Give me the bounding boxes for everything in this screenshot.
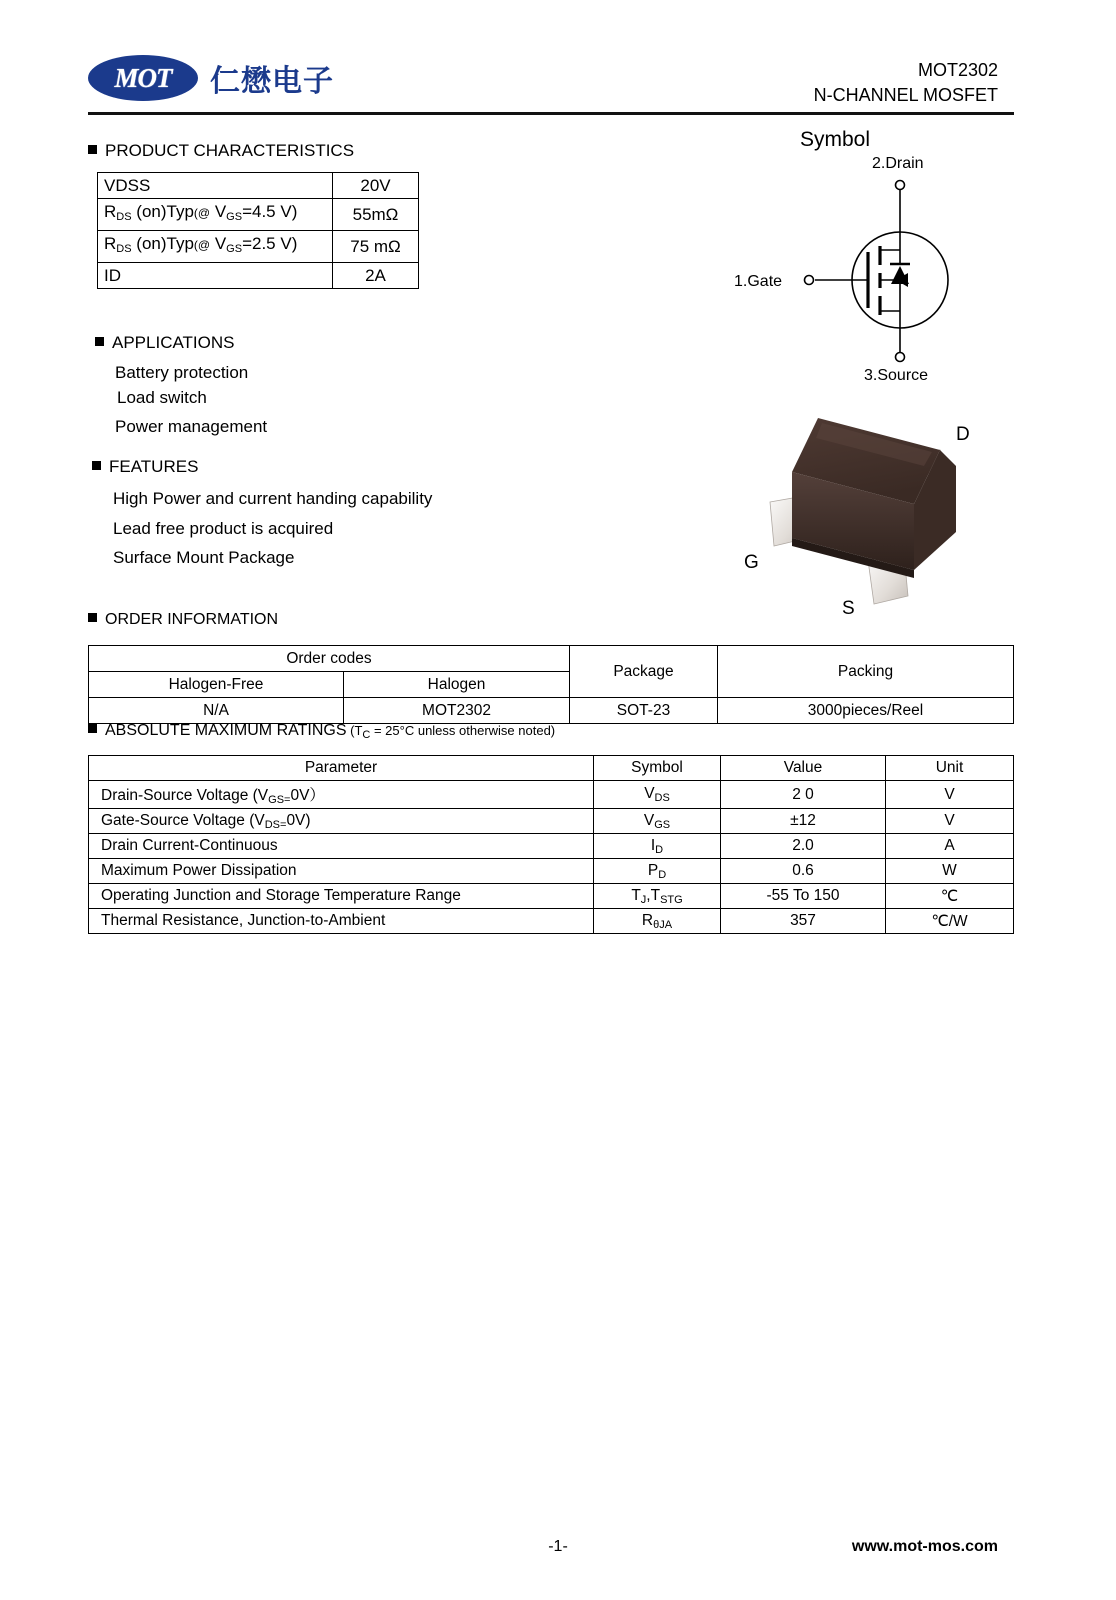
table-row xyxy=(98,263,419,289)
cell-symbol: $V_{DS}$ xyxy=(594,781,721,809)
absolute-maximum-ratings-heading: ABSOLUTE MAXIMUM RATINGS ($T_C = 25^\circ C$ unless otherwise noted) xyxy=(88,722,555,741)
logo-ellipse-icon xyxy=(88,55,198,101)
package-label-gate: G xyxy=(744,552,759,573)
cell-unit: ℃/W xyxy=(886,909,1014,934)
cell-halogen: MOT2302 xyxy=(344,698,570,724)
bullet-square-icon xyxy=(88,145,97,154)
company-logo xyxy=(88,55,334,101)
absolute-maximum-ratings-table xyxy=(88,755,1014,934)
pc-param-rds45: $R_{DS}$ (on)Typ(@ $V_{GS}=4.5$ V) xyxy=(98,199,333,231)
list-item: Lead free product is acquired xyxy=(113,519,334,538)
table-row xyxy=(89,884,1014,909)
bullet-square-icon xyxy=(88,613,97,622)
cell-parameter: Thermal Resistance, Junction-to-Ambient xyxy=(89,909,594,934)
order-group-header: Order codes xyxy=(89,646,570,672)
table-row xyxy=(98,199,419,231)
product-characteristics-heading: PRODUCT CHARACTERISTICS xyxy=(88,141,354,161)
cell-symbol: $T_J,T_{STG}$ xyxy=(594,884,721,909)
logo-wordmark: MOT xyxy=(114,62,172,93)
col-header-symbol: Symbol xyxy=(594,756,721,781)
logo-chinese-name: 仁懋电子 xyxy=(210,65,334,98)
cell-unit: W xyxy=(886,859,1014,884)
cell-symbol: $I_D$ xyxy=(594,834,721,859)
bullet-square-icon xyxy=(88,724,97,733)
pc-value-id: 2A xyxy=(333,263,419,289)
gate-terminal-circle xyxy=(805,276,814,285)
cell-parameter: Operating Junction and Storage Temperature Range xyxy=(89,884,594,909)
table-row xyxy=(89,834,1014,859)
cell-value: ±12 xyxy=(721,809,886,834)
amr-note: ($T_C = 25^\circ C$ unless otherwise noted) xyxy=(346,723,556,741)
footer-website: www.mot-mos.com xyxy=(851,1538,998,1555)
cell-unit: ℃ xyxy=(886,884,1014,909)
bullet-square-icon xyxy=(95,337,104,346)
col-header-package: Package xyxy=(570,646,718,698)
table-row xyxy=(89,909,1014,934)
pin-label-drain: 2.Drain xyxy=(872,155,924,172)
col-header-halogen: Halogen xyxy=(344,672,570,698)
header-divider xyxy=(88,112,1014,115)
pc-param-id: ID xyxy=(98,263,333,289)
features-heading: FEATURES xyxy=(92,457,198,477)
table-row xyxy=(89,859,1014,884)
table-row xyxy=(89,809,1014,834)
col-header-parameter: Parameter xyxy=(89,756,594,781)
cell-parameter: Drain-Source Voltage $(V_{GS=}0V)$ xyxy=(89,781,594,809)
order-information-heading: ORDER INFORMATION xyxy=(88,611,278,629)
col-header-packing: Packing xyxy=(718,646,1014,698)
cell-unit: V xyxy=(886,809,1014,834)
list-item: Power management xyxy=(115,417,268,436)
product-characteristics-table xyxy=(97,172,419,289)
cell-parameter: Maximum Power Dissipation xyxy=(89,859,594,884)
part-subtitle: N-CHANNEL MOSFET xyxy=(813,85,998,105)
table-row xyxy=(89,698,1014,724)
pc-param-rds25: $R_{DS}$ (on)Typ(@ $V_{GS}=2.5$ V) xyxy=(98,231,333,263)
table-row xyxy=(98,173,419,199)
applications-heading: APPLICATIONS xyxy=(95,333,235,353)
page-header xyxy=(0,0,1116,118)
bullet-square-icon xyxy=(92,461,101,470)
pin-label-gate: 1.Gate xyxy=(734,273,783,290)
list-item: High Power and current handing capability xyxy=(113,489,433,508)
pc-param-vdss: VDSS xyxy=(98,173,333,199)
pc-value-rds25: 75 mΩ xyxy=(333,231,419,263)
cell-unit: A xyxy=(886,834,1014,859)
col-header-value: Value xyxy=(721,756,886,781)
cell-value: -55 To 150 xyxy=(721,884,886,909)
pin-label-source: 3.Source xyxy=(864,367,929,384)
drain-terminal-circle xyxy=(896,181,905,190)
cell-halogen-free: N/A xyxy=(89,698,344,724)
cell-value: 2.0 xyxy=(721,834,886,859)
package-label-source: S xyxy=(842,598,855,619)
cell-value: 2 0 xyxy=(721,781,886,809)
order-information-table xyxy=(88,645,1014,724)
cell-parameter: Gate-Source Voltage $(V_{DS=}0V)$ xyxy=(89,809,594,834)
cell-value: 0.6 xyxy=(721,859,886,884)
mosfet-symbol-diagram xyxy=(700,128,1010,384)
cell-symbol: $P_D$ xyxy=(594,859,721,884)
list-item: Surface Mount Package xyxy=(113,548,295,567)
table-row xyxy=(89,781,1014,809)
pc-value-vdss: 20V xyxy=(333,173,419,199)
pc-value-rds45: 55mΩ xyxy=(333,199,419,231)
sot23-package-illustration xyxy=(718,392,1010,620)
col-header-halogen-free: Halogen-Free xyxy=(89,672,344,698)
part-number: MOT2302 xyxy=(917,60,998,80)
table-header-row xyxy=(89,756,1014,781)
cell-package: SOT-23 xyxy=(570,698,718,724)
list-item: Load switch xyxy=(117,388,207,407)
package-svg xyxy=(718,392,1010,620)
list-item: Battery protection xyxy=(115,363,249,382)
cell-parameter: Drain Current-Continuous xyxy=(89,834,594,859)
cell-symbol: $R_{\theta JA}$ xyxy=(594,909,721,934)
symbol-title: Symbol xyxy=(800,128,871,151)
header-part-info xyxy=(814,58,998,108)
table-row xyxy=(98,231,419,263)
page-number: -1- xyxy=(548,1538,568,1555)
cell-symbol: $V_{GS}$ xyxy=(594,809,721,834)
cell-packing: 3000pieces/Reel xyxy=(718,698,1014,724)
package-label-drain: D xyxy=(956,424,970,445)
mosfet-symbol-svg xyxy=(700,128,1010,384)
col-header-unit: Unit xyxy=(886,756,1014,781)
cell-unit: V xyxy=(886,781,1014,809)
cell-value: 357 xyxy=(721,909,886,934)
source-terminal-circle xyxy=(896,353,905,362)
table-header-row xyxy=(89,646,1014,672)
